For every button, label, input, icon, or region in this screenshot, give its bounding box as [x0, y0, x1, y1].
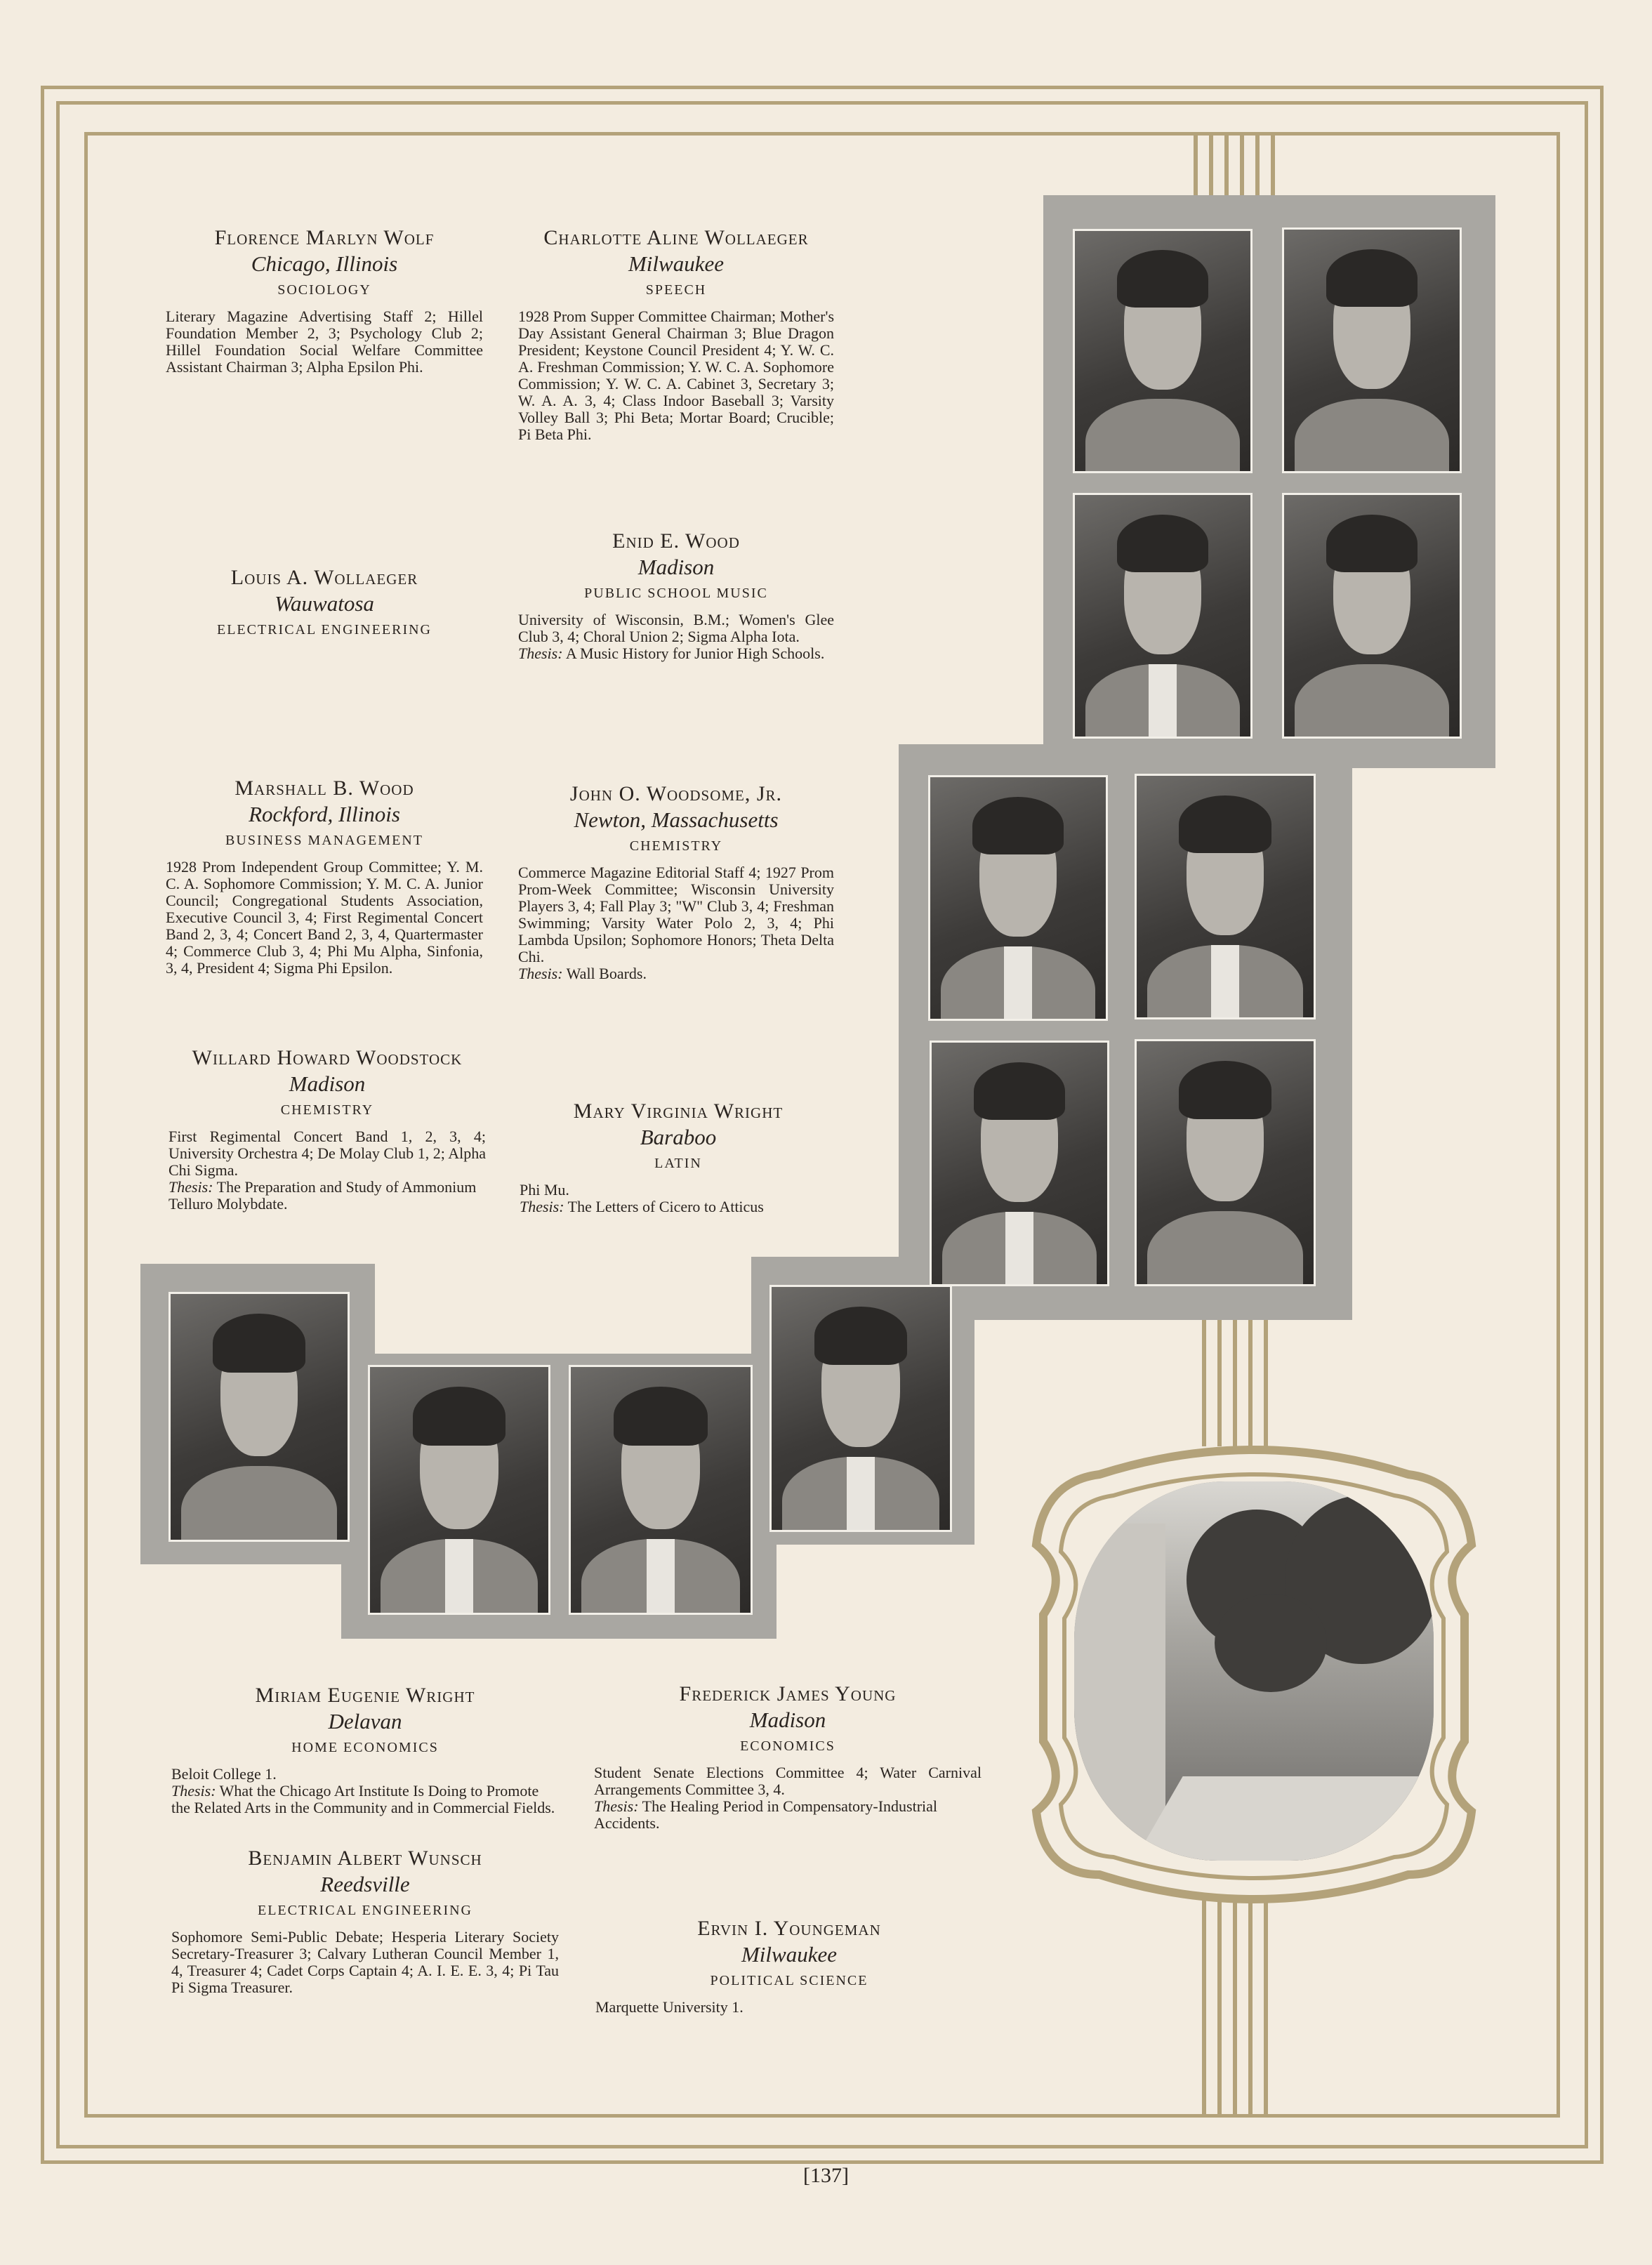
thesis-title: A Music History for Junior High Schools. [565, 645, 825, 662]
portrait-photo [1135, 774, 1316, 1019]
student-entry [171, 1847, 559, 1996]
campus-scene [1074, 1481, 1434, 1861]
student-thesis [171, 1783, 559, 1816]
portrait-photo [368, 1365, 550, 1615]
ornament-bar-mid [1233, 1320, 1237, 1446]
student-hometown: Chicago, Illinois [251, 251, 398, 276]
student-thesis [518, 965, 834, 982]
student-department: HOME ECONOMICS [291, 1740, 439, 1755]
student-activities: Sophomore Semi-Public Debate; Hesperia Literary Society Secretary-Treasurer 3; Calvary Lutheran Council Member 1, 4, Treasurer 4; Cadet Corps Captain 4; A. I. E. E. 3, 4; Pi Tau Pi Sigma Treasurer. [171, 1928, 559, 1996]
student-hometown: Wauwatosa [275, 591, 374, 616]
thesis-title: The Preparation and Study of Ammonium Telluro Molybdate. [168, 1178, 477, 1213]
ornament-bar-mid [1202, 1320, 1206, 1446]
portrait-photo [1135, 1039, 1316, 1286]
portrait-photo [569, 1365, 753, 1615]
ornament-bar-top [1194, 132, 1198, 195]
ornament-bar-top [1209, 132, 1213, 195]
thesis-title: The Healing Period in Compensatory-Industrial Accidents. [594, 1797, 938, 1832]
student-thesis [594, 1798, 982, 1832]
student-department: ECONOMICS [740, 1738, 835, 1754]
student-activities: Literary Magazine Advertising Staff 2; Hillel Foundation Member 2, 3; Psychology Club 2; Hillel Foundation Social Welfare Committee Assistant Chairman 3; Alpha Epsilon Phi. [166, 308, 483, 376]
portrait-photo [928, 775, 1108, 1021]
student-activities: Student Senate Elections Committee 4; Water Carnival Arrangements Committee 3, 4. [594, 1764, 982, 1798]
student-thesis [520, 1198, 837, 1215]
ornament-bar-bottom [1217, 1896, 1222, 2118]
portrait-photo [1282, 493, 1462, 739]
student-name: Ervin I. Youngeman [697, 1917, 881, 1940]
student-thesis [518, 645, 834, 662]
ornament-bar-mid [1217, 1320, 1222, 1446]
student-entry [518, 226, 834, 443]
student-entry [166, 226, 483, 376]
student-hometown: Milwaukee [628, 251, 724, 276]
thesis-title: Wall Boards. [566, 965, 647, 982]
ornament-bar-top [1240, 132, 1244, 195]
student-name: Louis A. Wollaeger [230, 566, 418, 589]
student-activities: 1928 Prom Supper Committee Chairman; Mother's Day Assistant General Chairman 3; Blue Dragon President; Keystone Council President 4; Y. W. C. A. Freshman Commission; Y. W. C. A. Sophomore Commission; Y. W. C. A. Cabinet 3, Secretary 3; W. A. A. 3, 4; Class Indoor Baseball 3; Varsity Volley Ball 3; Phi Beta; Mortar Board; Crucible; Pi Beta Phi. [518, 308, 834, 443]
student-entry [168, 1046, 486, 1213]
student-name: Benjamin Albert Wunsch [248, 1847, 482, 1870]
thesis-label: Thesis: [518, 645, 563, 662]
student-activities: First Regimental Concert Band 1, 2, 3, 4; University Orchestra 4; De Molay Club 1, 2; Alpha Chi Sigma. [168, 1128, 486, 1179]
student-department: CHEMISTRY [280, 1102, 374, 1118]
student-activities: Commerce Magazine Editorial Staff 4; 1927 Prom Prom-Week Committee; Wisconsin University Players 3, 4; Fall Play 3; "W" Club 3, 4; Freshman Swimming; Varsity Water Polo 2, 3, 4; Phi Lambda Upsilon; Sophomore Honors; Theta Delta Chi. [518, 864, 834, 965]
student-entry [518, 529, 834, 662]
student-department: CHEMISTRY [629, 838, 723, 854]
student-entry [520, 1100, 837, 1215]
ornament-bar-bottom [1233, 1896, 1237, 2118]
student-thesis [168, 1179, 486, 1213]
student-entry [166, 566, 483, 638]
portrait-photo [168, 1292, 350, 1542]
ornament-bar-mid [1264, 1320, 1268, 1446]
student-department: SPEECH [645, 282, 707, 298]
student-entry [594, 1682, 982, 1832]
portrait-photo [1073, 229, 1253, 473]
student-department: BUSINESS MANAGEMENT [225, 833, 423, 848]
student-hometown: Madison [637, 555, 715, 579]
thesis-label: Thesis: [171, 1782, 216, 1800]
student-hometown: Baraboo [640, 1125, 717, 1149]
student-name: Marshall B. Wood [234, 777, 414, 800]
student-activities: 1928 Prom Independent Group Committee; Y. M. C. A. Sophomore Commission; Y. M. C. A. Junior Council; Congregational Students Association, Executive Council 3, 4; First Regimental Concert Band 2, 3, 4; Concert Band 2, 3, 4, Quartermaster 4; Commerce Club 3, 4; Phi Mu Alpha, Sinfonia, 3, 4, President 4; Sigma Phi Epsilon. [166, 858, 483, 977]
ornament-bar-bottom [1202, 1896, 1206, 2118]
student-department: SOCIOLOGY [277, 282, 371, 298]
student-hometown: Madison [289, 1071, 366, 1096]
ornament-bar-top [1271, 132, 1275, 195]
student-name: Enid E. Wood [612, 529, 740, 553]
student-entry [595, 1917, 983, 2016]
portrait-photo [930, 1041, 1109, 1286]
student-name: Charlotte Aline Wollaeger [543, 226, 809, 249]
portrait-photo [1073, 493, 1253, 739]
thesis-label: Thesis: [168, 1178, 213, 1196]
student-name: Mary Virginia Wright [573, 1100, 784, 1123]
student-hometown: Reedsville [320, 1872, 410, 1896]
student-name: Miriam Eugenie Wright [255, 1684, 475, 1707]
page-number: [137] [803, 2164, 849, 2187]
student-department: PUBLIC SCHOOL MUSIC [584, 586, 768, 601]
student-name: Willard Howard Woodstock [192, 1046, 463, 1069]
student-hometown: Milwaukee [741, 1942, 837, 1967]
student-department: LATIN [654, 1156, 702, 1171]
student-hometown: Newton, Massachusetts [574, 807, 779, 832]
thesis-label: Thesis: [520, 1198, 564, 1215]
ornament-bar-mid [1248, 1320, 1253, 1446]
thesis-label: Thesis: [518, 965, 563, 982]
student-hometown: Delavan [328, 1709, 402, 1734]
thesis-title: What the Chicago Art Institute Is Doing to Promote the Related Arts in the Community and in Commercial Fields. [171, 1782, 555, 1816]
student-department: ELECTRICAL ENGINEERING [258, 1903, 473, 1918]
student-entry [171, 1684, 559, 1816]
portrait-photo [769, 1285, 952, 1532]
student-entry [166, 777, 483, 977]
thesis-title: The Letters of Cicero to Atticus [567, 1198, 764, 1215]
student-name: John O. Woodsome, Jr. [569, 782, 783, 805]
student-department: ELECTRICAL ENGINEERING [217, 622, 432, 638]
student-entry [518, 782, 834, 982]
student-activities: Beloit College 1. [171, 1765, 277, 1783]
student-name: Florence Marlyn Wolf [214, 226, 435, 249]
student-department: POLITICAL SCIENCE [710, 1973, 868, 1988]
ornament-bar-bottom [1248, 1896, 1253, 2118]
student-activities: Marquette University 1. [595, 1998, 744, 2016]
ornament-bar-top [1224, 132, 1229, 195]
student-activities: University of Wisconsin, B.M.; Women's Glee Club 3, 4; Choral Union 2; Sigma Alpha Iota. [518, 611, 834, 645]
student-activities: Phi Mu. [520, 1181, 569, 1198]
student-name: Frederick James Young [679, 1682, 897, 1705]
ornament-bar-top [1255, 132, 1260, 195]
student-hometown: Rockford, Illinois [249, 802, 400, 826]
student-hometown: Madison [749, 1708, 826, 1732]
ornament-bar-bottom [1264, 1896, 1268, 2118]
thesis-label: Thesis: [594, 1797, 639, 1815]
portrait-photo [1282, 227, 1462, 473]
